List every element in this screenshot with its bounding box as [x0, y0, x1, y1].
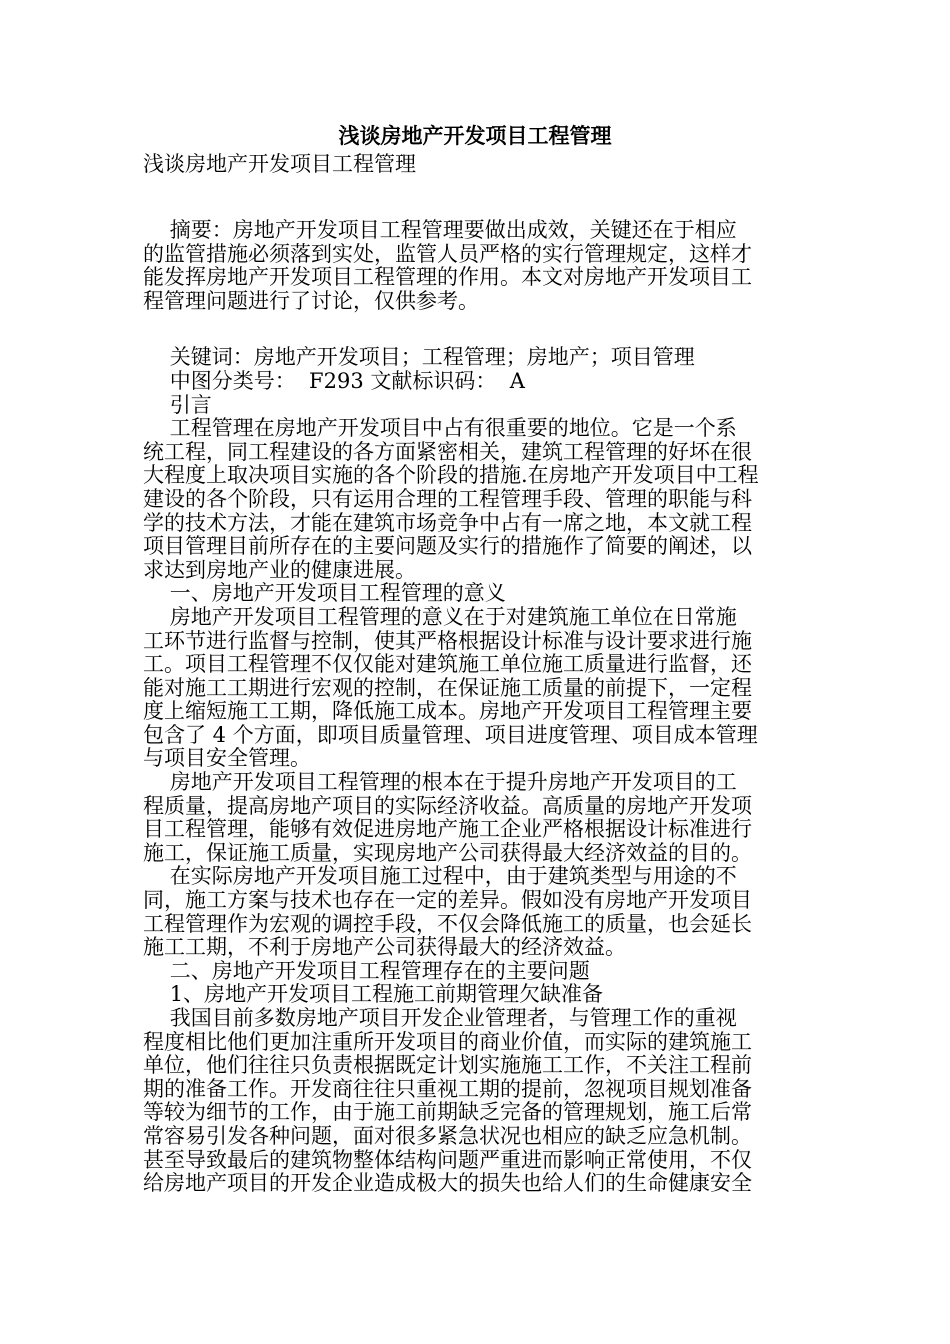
abstract — [143, 219, 807, 313]
body-line: 常容易引发各种问题，面对很多紧急状况也相应的缺乏应急机制。 — [143, 1124, 752, 1148]
keywords-line: 关键词：房地产开发项目；工程管理；房地产；项目管理 — [143, 346, 695, 370]
body-line: 求达到房地产业的健康进展。 — [143, 558, 416, 582]
document-body — [143, 417, 807, 1196]
classification-line: 中图分类号： F293 文献标识码： A — [143, 369, 525, 393]
body-line: 施工，保证施工质量，实现房地产公司获得最大经济效益的目的。 — [143, 841, 752, 865]
abstract-line: 摘要：房地产开发项目工程管理要做出成效，关键还在于相应 — [143, 219, 737, 242]
intro-heading: 引言 — [143, 393, 212, 417]
document-title: 浅谈房地产开发项目工程管理 — [338, 123, 612, 148]
body-line: 同，施工方案与技术也存在一定的差异。假如没有房地产开发项目 — [143, 889, 752, 913]
section-heading: 二、房地产开发项目工程管理存在的主要问题 — [143, 959, 590, 983]
body-line: 与项目安全管理。 — [143, 747, 311, 771]
body-line: 工环节进行监督与控制，使其严格根据设计标准与设计要求进行施 — [143, 629, 752, 653]
body-line: 房地产开发项目工程管理的根本在于提升房地产开发项目的工 — [143, 771, 737, 795]
body-line: 学的技术方法，才能在建筑市场竞争中占有一席之地，本文就工程 — [143, 511, 752, 535]
body-line: 我国目前多数房地产项目开发企业管理者，与管理工作的重视 — [143, 1007, 737, 1030]
abstract-line: 能发挥房地产开发项目工程管理的作用。本文对房地产开发项目工 — [143, 266, 752, 290]
body-line: 施工工期，不利于房地产公司获得最大的经济效益。 — [143, 936, 626, 960]
body-line: 统工程，同工程建设的各方面紧密相关，建筑工程管理的好坏在很 — [143, 440, 752, 464]
body-line: 目工程管理，能够有效促进房地产施工企业严格根据设计标准进行 — [143, 818, 752, 842]
body-line: 期的准备工作。开发商往往只重视工期的提前，忽视项目规划准备 — [143, 1077, 752, 1101]
body-line: 甚至导致最后的建筑物整体结构问题严重进而影响正常使用，不仅 — [143, 1148, 752, 1172]
abstract-line: 的监管措施必须落到实处，监管人员严格的实行管理规定，这样才 — [143, 242, 752, 266]
document-subtitle: 浅谈房地产开发项目工程管理 — [143, 152, 416, 176]
body-line: 等较为细节的工作，由于施工前期缺乏完备的管理规划，施工后常 — [143, 1101, 752, 1125]
body-line: 在实际房地产开发项目施工过程中，由于建筑类型与用途的不 — [143, 865, 737, 889]
body-line: 包含了 4 个方面，即项目质量管理、项目进度管理、项目成本管理 — [143, 723, 758, 747]
body-line: 程质量，提高房地产项目的实际经济收益。高质量的房地产开发项 — [143, 794, 752, 818]
spacer — [143, 313, 807, 346]
body-line: 房地产开发项目工程管理的意义在于对建筑施工单位在日常施 — [143, 605, 737, 629]
body-line: 工程管理作为宏观的调控手段，不仅会降低施工的质量，也会延长 — [143, 912, 752, 936]
body-line: 建设的各个阶段，只有运用合理的工程管理手段、管理的职能与科 — [143, 487, 752, 511]
body-line: 能对施工工期进行宏观的控制，在保证施工质量的前提下，一定程 — [143, 676, 752, 700]
subsection-heading: 1、房地产开发项目工程施工前期管理欠缺准备 — [143, 983, 604, 1007]
document-page — [143, 122, 807, 1196]
body-line: 单位，他们往往只负责根据既定计划实施施工工作，不关注工程前 — [143, 1054, 752, 1078]
spacer — [143, 178, 807, 219]
body-line: 大程度上取决项目实施的各个阶段的措施.在房地产开发项目中工程 — [143, 464, 759, 488]
body-line: 工。项目工程管理不仅仅能对建筑施工单位施工质量进行监督，还 — [143, 653, 752, 677]
body-line: 项目管理目前所存在的主要问题及实行的措施作了简要的阐述，以 — [143, 535, 752, 559]
body-line: 度上缩短施工工期，降低施工成本。房地产开发项目工程管理主要 — [143, 700, 752, 724]
body-line: 工程管理在房地产开发项目中占有很重要的地位。它是一个系 — [143, 417, 737, 441]
abstract-line: 程管理问题进行了讨论，仅供参考。 — [143, 289, 479, 313]
body-line: 给房地产项目的开发企业造成极大的损失也给人们的生命健康安全 — [143, 1172, 752, 1196]
body-line: 程度相比他们更加注重所开发项目的商业价值，而实际的建筑施工 — [143, 1030, 752, 1054]
section-heading: 一、房地产开发项目工程管理的意义 — [143, 582, 506, 606]
